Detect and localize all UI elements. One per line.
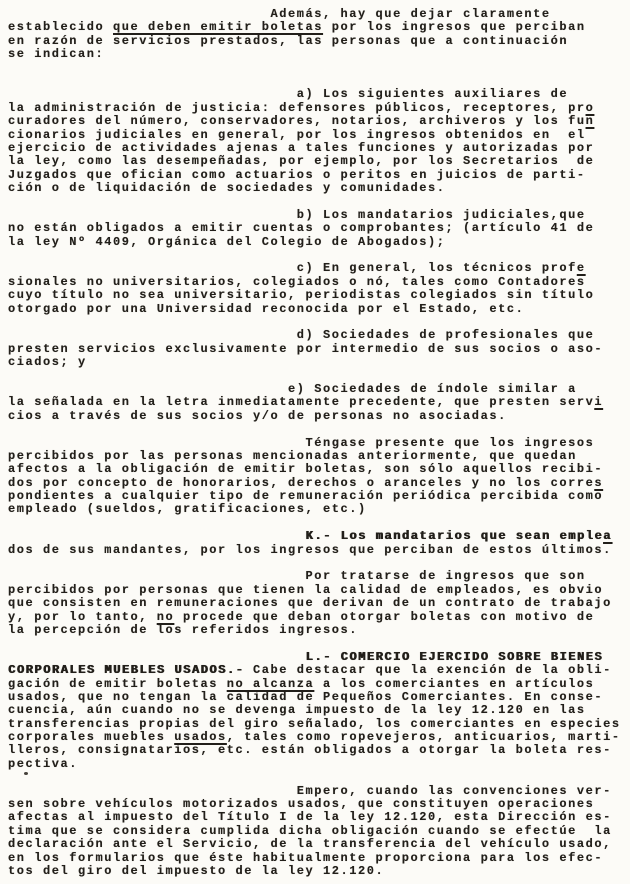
text-segment: Juzgados que ofician como actuarios o peritos en juicios de parti- — [8, 167, 586, 182]
scan-speck — [24, 772, 28, 775]
text-segment: que consisten en remuneraciones que derivan de un contrato de trabajo — [8, 596, 612, 611]
text-line — [8, 129, 626, 142]
text-segment: percibidos por las personas mencionadas anteriormente, que quedan — [8, 448, 577, 463]
text-segment: afectos a la obligación de emitir boletas, son sólo aquellos recibi- — [8, 462, 604, 477]
text-line — [8, 102, 626, 115]
text-line — [8, 88, 626, 101]
text-segment: no alcanza — [226, 676, 315, 691]
text-segment: i — [594, 395, 604, 410]
text-line — [8, 356, 626, 369]
text-line — [8, 142, 626, 155]
text-line — [8, 584, 626, 597]
text-line — [8, 276, 626, 289]
text-line — [8, 303, 626, 316]
text-line — [8, 437, 626, 450]
text-line — [8, 637, 626, 650]
text-segment: d) Sociedades de profesionales que — [296, 328, 595, 343]
text-segment: la administración de justicia: defensores públicos, receptores, pr — [8, 100, 586, 115]
text-segment: establecido — [8, 20, 114, 35]
text-line — [8, 450, 626, 463]
text-line — [8, 758, 626, 771]
text-segment: pondientes a cualquier tipo de remuneración periódica percibida como — [8, 489, 604, 504]
text-segment: cionarios judiciales en general, por los ingresos obtenidos en el — [8, 127, 586, 142]
text-segment: presten servicios exclusivamente por intermedio de sus socios o aso- — [8, 341, 604, 356]
text-segment: tos del giro del impuesto de la ley 12.120. — [8, 864, 385, 878]
text-segment: , tales como ropevejeros, anticuarios, marti- — [226, 730, 621, 745]
text-segment: por los ingresos que perciban — [323, 20, 586, 35]
text-line — [8, 704, 626, 717]
text-line — [8, 222, 626, 235]
text-segment: cios a través de sus socios y/o de personas no asociadas. — [8, 408, 507, 423]
text-segment: otorgado por una Universidad reconocida por el Estado, etc. — [8, 301, 525, 316]
text-segment: K.- Los mandatarios que sean emple — [305, 529, 604, 544]
text-segment: ejercicio de actividades ajenas a tales funciones y autorizadas por — [8, 140, 595, 155]
text-line — [8, 557, 626, 570]
text-segment: la percepción de los referidos ingresos. — [8, 622, 359, 637]
text-segment: dos de sus mandantes, por los ingresos que perciban de estos últimos. — [8, 542, 612, 557]
text-line — [8, 624, 626, 637]
text-line — [8, 383, 626, 396]
text-segment: a los comerciantes en artículos — [314, 676, 595, 691]
text-segment: o — [585, 100, 595, 115]
text-segment: dos por concepto de honorarios, derechos o aranceles y no los corre — [8, 475, 595, 490]
text-line — [8, 209, 626, 222]
text-segment: Además, hay que dejar claramente — [270, 7, 551, 21]
text-segment: a) Los siguientes auxiliares de — [296, 87, 569, 102]
text-line — [8, 744, 626, 757]
document-text — [8, 8, 626, 878]
text-line — [8, 155, 626, 168]
text-line — [8, 785, 626, 798]
text-line — [8, 396, 626, 409]
text-line — [8, 316, 626, 329]
text-line — [8, 329, 626, 342]
text-segment: la ley Nº 4409, Orgánica del Colegio de Abogados); — [8, 234, 446, 249]
text-line — [8, 865, 626, 878]
text-line — [8, 664, 626, 677]
text-line — [8, 544, 626, 557]
text-line — [8, 678, 626, 691]
text-segment: curadores del número, conservadores, notarios, archiveros y los fu — [8, 114, 586, 129]
text-segment: no están obligados a emitir cuentas o comprobantes; (artículo 41 de — [8, 221, 595, 236]
text-line — [8, 75, 626, 88]
text-line — [8, 530, 626, 543]
text-line — [8, 35, 626, 48]
text-line — [8, 811, 626, 824]
text-segment: lleros, consignatarios, etc. están obligados a otorgar la boleta res- — [8, 743, 612, 758]
text-segment: Téngase presente que los ingresos — [305, 435, 595, 450]
text-segment: e — [576, 261, 586, 276]
text-line — [8, 611, 626, 624]
text-segment: empleado (sueldos, gratificaciones, etc.) — [8, 502, 367, 517]
text-line — [8, 517, 626, 530]
text-line — [8, 597, 626, 610]
text-segment: sionales no universitarios, colegiados o nó, tales como Contadores — [8, 274, 586, 289]
text-line — [8, 21, 626, 34]
text-segment: que deben emitir boletas — [113, 20, 324, 35]
text-line — [8, 798, 626, 811]
text-segment: n — [585, 114, 595, 129]
text-segment: declaración ante el Servicio, de la transferencia del vehículo usado, — [8, 837, 612, 852]
text-segment: se indican: — [8, 47, 105, 62]
text-segment: usados — [174, 730, 227, 745]
text-segment: cuencia, aún cuando no se devenga impuesto de la ley 12.120 en las — [8, 703, 586, 718]
text-segment: afectas al impuesto del Título I de la ley 12.120, esta Dirección es- — [8, 810, 612, 825]
text-segment: a — [603, 529, 612, 544]
text-line — [8, 691, 626, 704]
text-segment: no — [156, 609, 175, 624]
text-line — [8, 410, 626, 423]
text-line — [8, 236, 626, 249]
text-line — [8, 423, 626, 436]
text-segment: b) Los mandatarios judiciales,que — [296, 207, 586, 222]
text-line — [8, 771, 626, 784]
text-segment: tima que se considera cumplida dicha obligación cuando se efectúe la — [8, 823, 612, 838]
text-segment: s — [594, 475, 604, 490]
text-segment: usados, que no tengan la calidad de Pequeños Comerciantes. En conse- — [8, 689, 604, 704]
text-segment: gación de emitir boletas — [8, 676, 227, 691]
text-segment: Empero, cuando las convenciones ver- — [296, 783, 612, 798]
text-line — [8, 169, 626, 182]
text-line — [8, 62, 626, 75]
text-line — [8, 370, 626, 383]
text-line — [8, 463, 626, 476]
text-segment: corporales muebles — [8, 730, 175, 745]
text-line — [8, 477, 626, 490]
text-segment: pectiva. — [8, 756, 79, 771]
text-line — [8, 731, 626, 744]
text-line — [8, 718, 626, 731]
text-line — [8, 115, 626, 128]
text-segment: procede que deban otorgar boletas con motivo de — [174, 609, 595, 624]
text-segment: Por tratarse de ingresos que son — [305, 569, 586, 584]
text-segment: la ley, como las desempeñadas, por ejemplo, por los Secretarios de — [8, 154, 595, 169]
text-line — [8, 289, 626, 302]
text-line — [8, 182, 626, 195]
text-segment: la señalada en la letra inmediatamente precedente, que presten serv — [8, 395, 595, 410]
text-segment: CORPORALES MUEBLES USADOS.- — [8, 663, 245, 678]
text-line — [8, 195, 626, 208]
text-line — [8, 48, 626, 61]
text-segment: y, por lo tanto, — [8, 609, 157, 624]
text-line — [8, 852, 626, 865]
text-segment: en los formularios que éste habitualmente proporciona para los efec- — [8, 850, 604, 865]
text-segment: transferencias propias del giro señalado, los comerciantes en especies — [8, 716, 621, 731]
text-segment: Cabe destacar que la exención de la obli- — [244, 663, 612, 678]
text-segment: L.- COMERCIO EJERCIDO SOBRE BIENES — [305, 649, 604, 664]
text-segment: e) Sociedades de índole similar a — [288, 381, 577, 396]
text-line — [8, 503, 626, 516]
text-segment: sen sobre vehículos motorizados usados, que constituyen operaciones — [8, 797, 595, 812]
text-line — [8, 651, 626, 664]
text-line — [8, 490, 626, 503]
text-segment: ción o de liquidación de sociedades y comunidades. — [8, 181, 446, 196]
text-line — [8, 249, 626, 262]
text-segment: percibidos por personas que tienen la calidad de empleados, es obvio — [8, 582, 604, 597]
text-segment: en razón de servicios prestados, las personas que a continuación — [8, 33, 569, 48]
text-line — [8, 570, 626, 583]
text-segment: cuyo título no sea universitario, periodistas colegiados sin título — [8, 288, 595, 303]
text-segment: ciados; y — [8, 355, 87, 370]
text-line — [8, 8, 626, 21]
text-segment: c) En general, los técnicos prof — [296, 261, 577, 276]
text-line — [8, 838, 626, 851]
text-line — [8, 343, 626, 356]
text-line — [8, 825, 626, 838]
text-line — [8, 262, 626, 275]
